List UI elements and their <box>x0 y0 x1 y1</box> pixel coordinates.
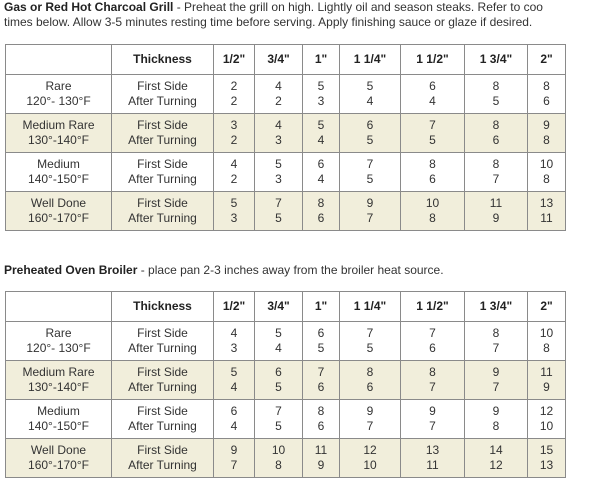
after-turning-label: After Turning <box>128 172 197 186</box>
after-turning-minutes: 5 <box>366 172 374 186</box>
side-label-cell <box>112 361 214 400</box>
after-turning-minutes: 7 <box>492 380 500 394</box>
after-turning-minutes: 2 <box>230 172 238 186</box>
first-side-minutes: 5 <box>275 326 282 340</box>
first-side-minutes: 4 <box>275 79 282 93</box>
first-side-minutes: 10 <box>425 196 440 210</box>
table-row <box>6 192 566 231</box>
after-turning-minutes: 13 <box>539 458 554 472</box>
doneness-temperature: 120°- 130°F <box>26 341 91 355</box>
after-turning-minutes: 10 <box>539 419 554 433</box>
time-cell <box>465 114 528 153</box>
doneness-cell <box>6 400 112 439</box>
after-turning-minutes: 6 <box>543 94 550 108</box>
thickness-column-header: 1" <box>303 292 340 322</box>
doneness-label: Medium <box>37 157 80 171</box>
after-turning-minutes: 7 <box>429 380 436 394</box>
side-label-cell <box>112 400 214 439</box>
time-cell <box>465 192 528 231</box>
first-side-label: First Side <box>137 196 188 210</box>
after-turning-minutes: 5 <box>317 341 325 355</box>
after-turning-minutes: 7 <box>429 419 436 433</box>
after-turning-minutes: 5 <box>275 419 282 433</box>
time-cell <box>303 322 340 361</box>
time-cell <box>255 322 303 361</box>
after-turning-label: After Turning <box>128 341 197 355</box>
first-side-minutes: 5 <box>230 196 238 210</box>
table-row <box>6 439 566 478</box>
thickness-column-header: 1 1/4" <box>340 45 401 75</box>
thickness-column-header: 1" <box>303 45 340 75</box>
after-turning-minutes: 5 <box>275 380 282 394</box>
first-side-label: First Side <box>137 157 188 171</box>
after-turning-minutes: 6 <box>317 419 325 433</box>
first-side-label: First Side <box>137 404 188 418</box>
first-side-label: First Side <box>137 443 188 457</box>
time-cell <box>340 400 401 439</box>
doneness-temperature: 160°-170°F <box>28 458 89 472</box>
first-side-label: First Side <box>137 365 188 379</box>
doneness-temperature: 120°- 130°F <box>26 94 91 108</box>
time-cell <box>340 75 401 114</box>
first-side-minutes: 8 <box>317 196 325 210</box>
table-row <box>6 75 566 114</box>
doneness-temperature: 140°-150°F <box>28 172 89 186</box>
time-cell <box>528 153 566 192</box>
time-cell <box>528 192 566 231</box>
grill-title: Gas or Red Hot Charcoal Grill <box>4 0 174 14</box>
doneness-temperature: 160°-170°F <box>28 211 89 225</box>
first-side-minutes: 8 <box>429 365 436 379</box>
doneness-label: Rare <box>45 79 72 93</box>
doneness-label: Medium Rare <box>22 118 95 132</box>
first-side-minutes: 7 <box>317 365 325 379</box>
first-side-minutes: 8 <box>492 118 500 132</box>
first-side-minutes: 10 <box>271 443 286 457</box>
time-cell <box>401 400 465 439</box>
time-cell <box>214 439 255 478</box>
first-side-minutes: 6 <box>230 404 238 418</box>
thickness-column-header: 3/4" <box>255 292 303 322</box>
first-side-minutes: 9 <box>230 443 238 457</box>
after-turning-minutes: 4 <box>230 419 238 433</box>
first-side-minutes: 4 <box>230 157 238 171</box>
first-side-minutes: 5 <box>275 157 282 171</box>
doneness-cell <box>6 361 112 400</box>
time-cell <box>528 361 566 400</box>
thickness-header: Thickness <box>112 45 214 75</box>
time-cell <box>528 322 566 361</box>
time-cell <box>214 153 255 192</box>
first-side-minutes: 11 <box>314 443 328 457</box>
first-side-minutes: 10 <box>539 326 554 340</box>
broiler-intro <box>4 263 444 278</box>
after-turning-minutes: 3 <box>317 94 325 108</box>
time-cell <box>465 400 528 439</box>
side-label-cell <box>112 439 214 478</box>
first-side-minutes: 5 <box>317 118 325 132</box>
after-turning-minutes: 4 <box>429 94 436 108</box>
first-side-minutes: 5 <box>230 365 238 379</box>
thickness-column-header: 2" <box>528 292 566 322</box>
after-turning-label: After Turning <box>128 133 197 147</box>
first-side-minutes: 12 <box>539 404 554 418</box>
after-turning-minutes: 3 <box>230 341 238 355</box>
after-turning-minutes: 5 <box>492 94 500 108</box>
time-cell <box>255 439 303 478</box>
time-cell <box>214 75 255 114</box>
time-cell <box>214 322 255 361</box>
time-cell <box>465 153 528 192</box>
time-cell <box>401 192 465 231</box>
first-side-minutes: 10 <box>539 157 554 171</box>
table-header-row <box>6 45 566 75</box>
first-side-minutes: 7 <box>275 196 282 210</box>
doneness-label: Medium Rare <box>22 365 95 379</box>
first-side-minutes: 9 <box>492 404 500 418</box>
table-row <box>6 153 566 192</box>
after-turning-minutes: 3 <box>230 211 238 225</box>
after-turning-minutes: 5 <box>366 341 374 355</box>
after-turning-minutes: 11 <box>426 458 439 472</box>
first-side-minutes: 15 <box>539 443 554 457</box>
time-cell <box>255 75 303 114</box>
broiler-cooking-times-table <box>5 291 566 478</box>
first-side-minutes: 13 <box>539 196 554 210</box>
after-turning-minutes: 6 <box>429 172 436 186</box>
after-turning-minutes: 7 <box>492 172 500 186</box>
first-side-minutes: 3 <box>230 118 238 132</box>
time-cell <box>401 114 465 153</box>
first-side-minutes: 6 <box>429 79 436 93</box>
time-cell <box>303 153 340 192</box>
thickness-column-header: 3/4" <box>255 45 303 75</box>
after-turning-minutes: 8 <box>275 458 282 472</box>
doneness-cell <box>6 192 112 231</box>
time-cell <box>255 153 303 192</box>
after-turning-label: After Turning <box>128 380 197 394</box>
first-side-minutes: 9 <box>543 118 550 132</box>
first-side-minutes: 9 <box>366 404 374 418</box>
doneness-temperature: 140°-150°F <box>28 419 89 433</box>
time-cell <box>340 322 401 361</box>
side-label-cell <box>112 75 214 114</box>
time-cell <box>401 153 465 192</box>
first-side-minutes: 11 <box>489 196 503 210</box>
after-turning-label: After Turning <box>128 419 197 433</box>
time-cell <box>255 114 303 153</box>
first-side-minutes: 6 <box>317 326 325 340</box>
table-row <box>6 361 566 400</box>
doneness-cell <box>6 322 112 361</box>
first-side-label: First Side <box>137 118 188 132</box>
first-side-minutes: 7 <box>429 118 436 132</box>
thickness-column-header: 1 1/2" <box>401 45 465 75</box>
first-side-minutes: 6 <box>275 365 282 379</box>
after-turning-minutes: 12 <box>489 458 503 472</box>
after-turning-minutes: 8 <box>492 419 500 433</box>
thickness-column-header: 1 1/4" <box>340 292 401 322</box>
doneness-temperature: 130°-140°F <box>28 133 89 147</box>
time-cell <box>214 400 255 439</box>
doneness-label: Well Done <box>30 196 87 210</box>
after-turning-minutes: 6 <box>429 341 436 355</box>
header-corner <box>6 45 112 75</box>
time-cell <box>340 153 401 192</box>
grill-intro <box>4 0 543 30</box>
after-turning-minutes: 3 <box>275 133 282 147</box>
first-side-minutes: 6 <box>366 118 374 132</box>
side-label-cell <box>112 153 214 192</box>
after-turning-minutes: 5 <box>366 133 374 147</box>
after-turning-minutes: 8 <box>543 341 550 355</box>
time-cell <box>303 361 340 400</box>
after-turning-label: After Turning <box>128 458 197 472</box>
first-side-minutes: 9 <box>429 404 436 418</box>
after-turning-minutes: 4 <box>366 94 374 108</box>
after-turning-minutes: 3 <box>275 172 282 186</box>
after-turning-minutes: 8 <box>543 172 550 186</box>
doneness-label: Medium <box>37 404 80 418</box>
table-header-row <box>6 292 566 322</box>
after-turning-minutes: 11 <box>540 211 553 225</box>
first-side-minutes: 4 <box>275 118 282 132</box>
time-cell <box>528 114 566 153</box>
first-side-minutes: 4 <box>230 326 238 340</box>
first-side-minutes: 8 <box>317 404 325 418</box>
time-cell <box>465 322 528 361</box>
grill-intro-line-1: - Preheat the grill on high. Lightly oil and season steaks. Refer to coo <box>173 0 543 14</box>
after-turning-minutes: 9 <box>317 458 325 472</box>
first-side-minutes: 2 <box>230 79 238 93</box>
after-turning-label: After Turning <box>128 211 197 225</box>
after-turning-minutes: 5 <box>429 133 436 147</box>
after-turning-minutes: 4 <box>317 172 325 186</box>
time-cell <box>465 361 528 400</box>
thickness-column-header: 1 3/4" <box>465 292 528 322</box>
after-turning-minutes: 4 <box>230 380 238 394</box>
time-cell <box>303 192 340 231</box>
first-side-minutes: 14 <box>489 443 503 457</box>
first-side-minutes: 7 <box>429 326 436 340</box>
first-side-minutes: 8 <box>492 79 500 93</box>
time-cell <box>303 75 340 114</box>
after-turning-minutes: 6 <box>366 380 374 394</box>
time-cell <box>401 322 465 361</box>
table-row <box>6 322 566 361</box>
broiler-title: Preheated Oven Broiler <box>4 263 138 277</box>
after-turning-minutes: 7 <box>492 341 500 355</box>
time-cell <box>255 361 303 400</box>
after-turning-minutes: 5 <box>275 211 282 225</box>
doneness-label: Well Done <box>30 443 87 457</box>
grill-cooking-times-table <box>5 44 566 231</box>
after-turning-minutes: 9 <box>492 211 500 225</box>
after-turning-minutes: 4 <box>317 133 325 147</box>
doneness-temperature: 130°-140°F <box>28 380 89 394</box>
broiler-intro-line-1: - place pan 2-3 inches away from the broiler heat source. <box>137 263 444 277</box>
after-turning-minutes: 7 <box>230 458 238 472</box>
after-turning-minutes: 7 <box>366 419 374 433</box>
side-label-cell <box>112 114 214 153</box>
table-row <box>6 400 566 439</box>
first-side-minutes: 8 <box>543 79 550 93</box>
doneness-cell <box>6 114 112 153</box>
time-cell <box>214 192 255 231</box>
time-cell <box>340 114 401 153</box>
table-row <box>6 114 566 153</box>
first-side-minutes: 5 <box>366 79 374 93</box>
first-side-minutes: 9 <box>492 365 500 379</box>
first-side-minutes: 7 <box>366 157 374 171</box>
first-side-minutes: 8 <box>492 326 500 340</box>
time-cell <box>255 192 303 231</box>
after-turning-minutes: 6 <box>317 211 325 225</box>
time-cell <box>255 400 303 439</box>
thickness-column-header: 1 3/4" <box>465 45 528 75</box>
first-side-minutes: 12 <box>363 443 377 457</box>
first-side-minutes: 8 <box>366 365 374 379</box>
thickness-header: Thickness <box>112 292 214 322</box>
doneness-cell <box>6 439 112 478</box>
after-turning-minutes: 4 <box>275 341 282 355</box>
time-cell <box>528 400 566 439</box>
time-cell <box>340 361 401 400</box>
first-side-minutes: 8 <box>492 157 500 171</box>
grill-intro-line-2: times below. Allow 3-5 minutes resting time before serving. Apply finishing sauce or glaze if desired. <box>4 15 533 29</box>
after-turning-minutes: 9 <box>543 380 550 394</box>
after-turning-minutes: 10 <box>363 458 377 472</box>
time-cell <box>465 75 528 114</box>
after-turning-minutes: 8 <box>543 133 550 147</box>
header-corner <box>6 292 112 322</box>
after-turning-label: After Turning <box>128 94 197 108</box>
thickness-column-header: 1/2" <box>214 292 255 322</box>
after-turning-minutes: 2 <box>230 133 238 147</box>
after-turning-minutes: 2 <box>230 94 238 108</box>
time-cell <box>303 114 340 153</box>
first-side-minutes: 7 <box>275 404 282 418</box>
thickness-column-header: 2" <box>528 45 566 75</box>
first-side-minutes: 6 <box>317 157 325 171</box>
after-turning-minutes: 8 <box>429 211 436 225</box>
after-turning-minutes: 2 <box>275 94 282 108</box>
time-cell <box>303 439 340 478</box>
time-cell <box>303 400 340 439</box>
side-label-cell <box>112 322 214 361</box>
after-turning-minutes: 6 <box>317 380 325 394</box>
time-cell <box>528 75 566 114</box>
first-side-minutes: 9 <box>366 196 374 210</box>
first-side-minutes: 5 <box>317 79 325 93</box>
first-side-minutes: 7 <box>366 326 374 340</box>
doneness-label: Rare <box>45 326 72 340</box>
time-cell <box>214 361 255 400</box>
time-cell <box>340 192 401 231</box>
doneness-cell <box>6 75 112 114</box>
first-side-minutes: 13 <box>425 443 440 457</box>
time-cell <box>340 439 401 478</box>
doneness-cell <box>6 153 112 192</box>
first-side-label: First Side <box>137 79 188 93</box>
first-side-minutes: 11 <box>540 365 553 379</box>
time-cell <box>401 75 465 114</box>
thickness-column-header: 1/2" <box>214 45 255 75</box>
first-side-minutes: 8 <box>429 157 436 171</box>
first-side-label: First Side <box>137 326 188 340</box>
time-cell <box>401 361 465 400</box>
time-cell <box>465 439 528 478</box>
after-turning-minutes: 7 <box>366 211 374 225</box>
time-cell <box>401 439 465 478</box>
time-cell <box>214 114 255 153</box>
after-turning-minutes: 6 <box>492 133 500 147</box>
thickness-column-header: 1 1/2" <box>401 292 465 322</box>
time-cell <box>528 439 566 478</box>
side-label-cell <box>112 192 214 231</box>
